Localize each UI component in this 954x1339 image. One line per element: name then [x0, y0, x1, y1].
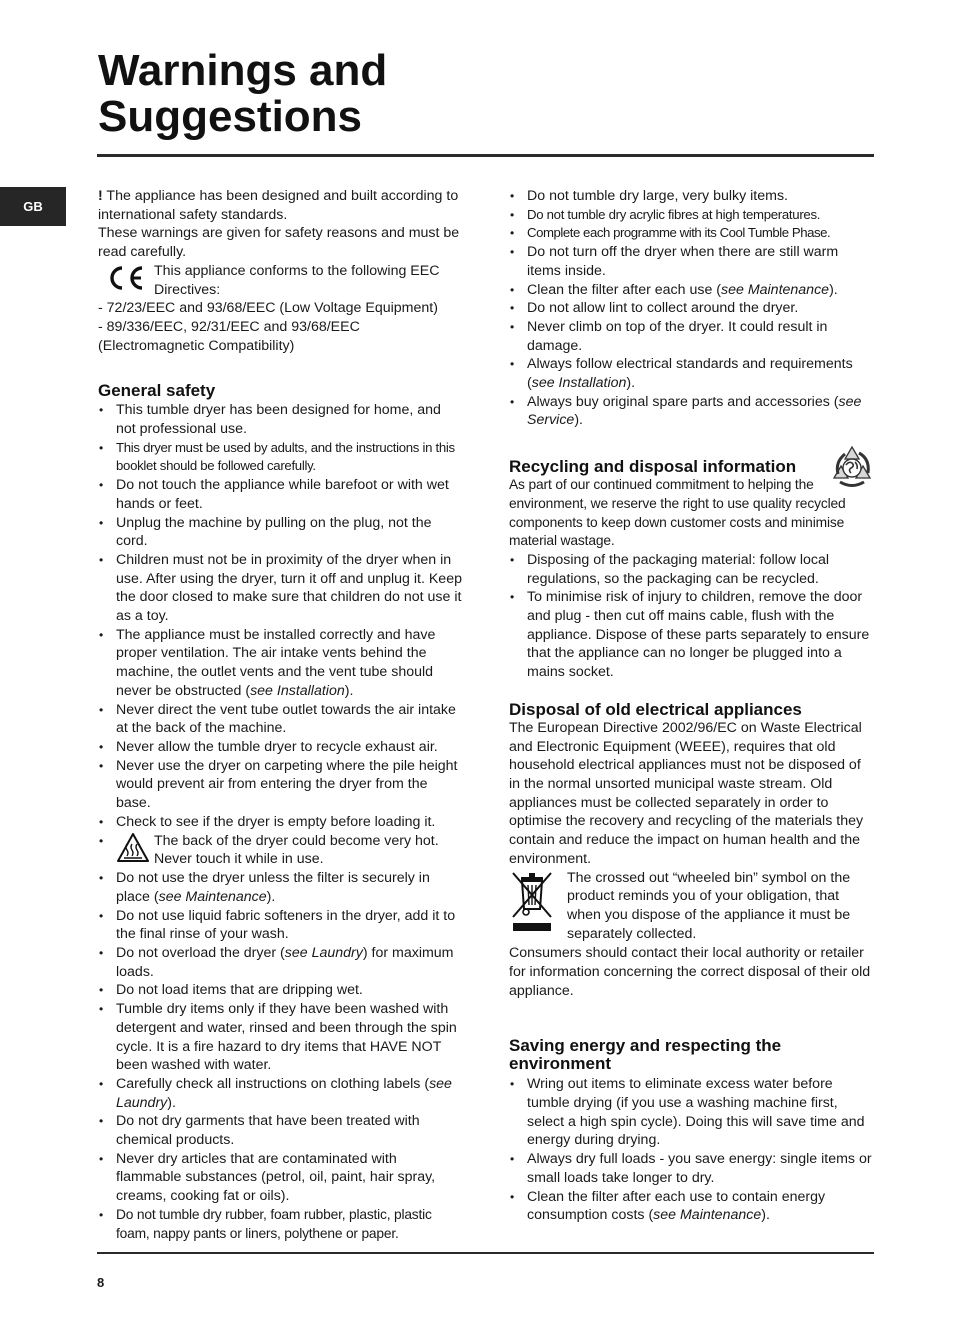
list-item: • Disposing of the packaging material: follow local regulations, so the packaging can be recycled.	[509, 551, 875, 588]
weee-symbol-text: The crossed out “wheeled bin” symbol on the product reminds you of your obligation, that when you dispose of the appliance it must be separately collected.	[567, 869, 851, 942]
crossed-wheeled-bin-icon	[509, 869, 567, 945]
list-item: • Never dry articles that are contaminated with flammable substances (petrol, oil, paint, hair spray, creams, cooking fat or oils).	[98, 1150, 462, 1206]
installation-reference: see Installation	[250, 682, 345, 699]
installation-reference: see Installation	[531, 375, 627, 392]
list-item: • Tumble dry items only if they have been washed with detergent and water, rinsed and been through the spin cycle. It is a fire hazard to dry items that HAVE NOT been washed with water.	[98, 1000, 462, 1075]
list-item: • Do not allow lint to collect around the dryer.	[509, 299, 875, 318]
recycling-heading: Recycling and disposal information	[509, 457, 797, 477]
maintenance-reference: see Maintenance	[721, 281, 830, 298]
laundry-reference: see Laundry	[284, 945, 363, 962]
list-item: • Never direct the vent tube outlet towards the air intake at the back of the machine.	[98, 701, 462, 738]
ce-conformity	[98, 262, 462, 299]
ce-mark-icon	[98, 262, 154, 292]
list-item: • To minimise risk of injury to children, remove the door and plug - then cut off mains cable, flush with the appliance. Dispose of these parts separately to ensure that the appliance can no longer be plugged into a mains socket.	[509, 588, 875, 682]
service-reference: see Service	[527, 393, 862, 429]
ce-text: This appliance conforms to the following EEC Directives:	[154, 262, 440, 298]
list-item: • This dryer must be used by adults, and the instructions in this booklet should be followed carefully.	[98, 439, 462, 476]
general-safety-list	[98, 401, 462, 1243]
laundry-reference: see Laundry	[116, 1075, 452, 1111]
list-item: • Never use the dryer on carpeting where the pile height would prevent air from entering the dryer from the base.	[98, 757, 462, 813]
recycling-globe-icon	[829, 444, 875, 495]
left-column	[98, 187, 462, 1243]
bottom-divider	[97, 1252, 874, 1254]
list-item: • Do not use liquid fabric softeners in the dryer, add it to the final rinse of your wash.	[98, 907, 462, 944]
weee-notice	[509, 869, 875, 945]
right-column	[509, 187, 875, 1225]
list-item: • Never climb on top of the dryer. It could result in damage.	[509, 318, 875, 355]
list-item: • Wring out items to eliminate excess water before tumble drying (if you use a washing machine first, select a high spin cycle). Doing this will save time and energy during drying.	[509, 1075, 875, 1150]
list-item: • Do not load items that are dripping wet.	[98, 981, 462, 1000]
directive-emc: - 89/336/EEC, 92/31/EEC and 93/68/EEC (Electromagnetic Compatibility)	[98, 318, 360, 354]
energy-list	[509, 1075, 875, 1225]
disposal-heading: Disposal of old electrical appliances	[509, 699, 802, 719]
list-item: • Carefully check all instructions on clothing labels (see Laundry).	[98, 1075, 462, 1112]
additional-warnings-list	[509, 187, 875, 430]
maintenance-reference: see Maintenance	[653, 1207, 762, 1224]
list-item: • Do not turn off the dryer when there are still warm items inside.	[509, 243, 875, 280]
list-item: • Always buy original spare parts and accessories (see Service).	[509, 393, 875, 430]
intro-warning-text: These warnings are given for safety reasons and must be read carefully.	[98, 225, 460, 261]
title-divider	[97, 154, 874, 157]
list-item: • Check to see if the dryer is empty before loading it.	[98, 813, 462, 832]
exclamation-mark: !	[98, 188, 103, 204]
maintenance-reference: see Maintenance	[158, 888, 267, 905]
page-title: Warnings and Suggestions	[98, 46, 388, 141]
intro-paragraph: ! The appliance has been designed and built according to international safety standards.	[98, 188, 459, 223]
list-item: • The appliance must be installed correctly and have proper ventilation. The air intake vents behind the machine, the outlet vents and the vent tube should never be obstructed (see Installation).	[98, 626, 462, 701]
list-item: • Always dry full loads - you save energy: single items or small loads take longer to dry.	[509, 1150, 875, 1187]
list-item: • Do not tumble dry rubber, foam rubber, plastic, plastic foam, nappy pants or liners, polythene or paper.	[98, 1206, 462, 1243]
list-item: • Always follow electrical standards and requirements (see Installation).	[509, 355, 875, 392]
list-item: • Clean the filter after each use (see Maintenance).	[509, 281, 875, 300]
list-item: • The back of the dryer could become very hot. Never touch it while in use.	[98, 832, 462, 870]
list-item: • Do not touch the appliance while barefoot or with wet hands or feet.	[98, 476, 462, 513]
list-item: • Never allow the tumble dryer to recycle exhaust air.	[98, 738, 462, 757]
list-item: • Do not tumble dry acrylic fibres at high temperatures.	[509, 206, 875, 225]
disposal-text: The European Directive 2002/96/EC on Waste Electrical and Electronic Equipment (WEEE), requires that old household electrical appliances must not be disposed of in the normal unsorted municipal waste stream. Old appliances must be collected separately in order to optimise the recovery and recycling of the materials they contain and reduce the impact on human health and the environment.	[509, 719, 864, 867]
list-item: • Complete each programme with its Cool Tumble Phase.	[509, 224, 875, 243]
directive-low-voltage: - 72/23/EEC and 93/68/EEC (Low Voltage Equipment)	[98, 300, 438, 317]
consumers-text: Consumers should contact their local authority or retailer for information concerning the correct disposal of their old appliance.	[509, 945, 871, 999]
list-item: • Do not dry garments that have been treated with chemical products.	[98, 1112, 462, 1149]
list-item: • Do not use the dryer unless the filter is securely in place (see Maintenance).	[98, 869, 462, 906]
hot-surface-warning-icon	[116, 832, 154, 870]
list-item: • Do not tumble dry large, very bulky items.	[509, 187, 875, 206]
list-item: • Do not overload the dryer (see Laundry) for maximum loads.	[98, 944, 462, 981]
recycling-text: As part of our continued commitment to helping the environment, we reserve the right to use quality recycled components to keep down customer costs and minimise material wastage.	[509, 477, 846, 549]
list-item: • This tumble dryer has been designed for home, and not professional use.	[98, 401, 462, 438]
list-item: • Clean the filter after each use to contain energy consumption costs (see Maintenance).	[509, 1188, 875, 1225]
page-number: 8	[97, 1275, 105, 1290]
list-item: • Unplug the machine by pulling on the plug, not the cord.	[98, 514, 462, 551]
general-safety-heading: General safety	[98, 381, 216, 401]
list-item: • Children must not be in proximity of the dryer when in use. After using the dryer, turn it off and unplug it. Keep the door closed to make sure that children do not use it as a toy.	[98, 551, 462, 626]
energy-heading: Saving energy and respecting the environment	[509, 1036, 782, 1074]
recycling-list	[509, 551, 875, 682]
language-tab: GB	[0, 187, 66, 226]
